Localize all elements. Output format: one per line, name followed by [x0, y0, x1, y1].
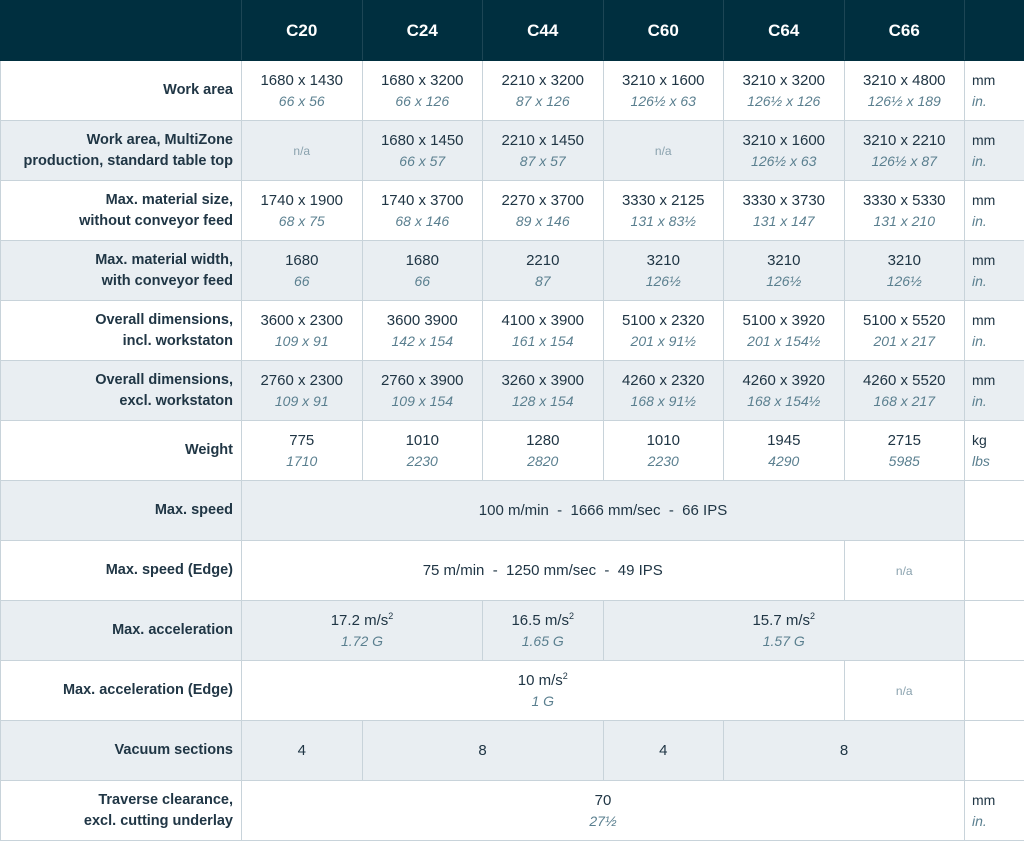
- row-max-acceleration: [1, 601, 1024, 661]
- unit-cell-empty: [965, 481, 1024, 541]
- value-cell: 1945 4290: [724, 421, 845, 481]
- row-max-material-size: [1, 181, 1024, 241]
- value-cell: 1280 2820: [483, 421, 604, 481]
- row-max-acceleration-edge: [1, 661, 1024, 721]
- value-cell: 3330 x 2125 131 x 83½: [603, 181, 724, 241]
- value-cell: 15.7 $m/s^2$ 1.57 G: [603, 601, 965, 661]
- header-corner: [1, 1, 242, 61]
- row-label: Overall dimensions, excl. workstaton: [1, 361, 242, 421]
- model-header: C66: [844, 1, 965, 61]
- value-cell: 4: [242, 721, 363, 781]
- row-traverse-clearance: [1, 781, 1024, 841]
- value-cell: 4260 x 2320 168 x 91½: [603, 361, 724, 421]
- value-cell: 8: [724, 721, 965, 781]
- value-cell: 4: [603, 721, 724, 781]
- row-weight: [1, 421, 1024, 481]
- value-cell: n/a: [242, 121, 363, 181]
- value-cell: 100 m/min - 1666 mm/sec - 66 IPS: [242, 481, 965, 541]
- unit-cell-empty: [965, 721, 1024, 781]
- value-cell: 1680 x 1450 66 x 57: [362, 121, 483, 181]
- value-cell: 3330 x 3730 131 x 147: [724, 181, 845, 241]
- value-cell: 2760 x 3900 109 x 154: [362, 361, 483, 421]
- value-cell: 5100 x 3920 201 x 154½: [724, 301, 845, 361]
- value-cell: 5100 x 5520 201 x 217: [844, 301, 965, 361]
- row-max-material-width: [1, 241, 1024, 301]
- row-label: Overall dimensions, incl. workstaton: [1, 301, 242, 361]
- value-cell: 3600 x 2300 109 x 91: [242, 301, 363, 361]
- value-cell: 5100 x 2320 201 x 91½: [603, 301, 724, 361]
- value-cell: 2760 x 2300 109 x 91: [242, 361, 363, 421]
- model-header: C24: [362, 1, 483, 61]
- value-cell: 3210 x 1600 126½ x 63: [724, 121, 845, 181]
- row-label: Work area, MultiZone production, standard table top: [1, 121, 242, 181]
- value-cell: 70 27½: [242, 781, 965, 841]
- value-cell: 4260 x 3920 168 x 154½: [724, 361, 845, 421]
- value-cell: 3600 3900 142 x 154: [362, 301, 483, 361]
- value-cell: 4260 x 5520 168 x 217: [844, 361, 965, 421]
- value-cell: 3210 126½: [603, 241, 724, 301]
- row-vacuum-sections: [1, 721, 1024, 781]
- unit-cell: mm in.: [965, 241, 1024, 301]
- header-row: [1, 1, 1024, 61]
- value-cell: 1680 66: [242, 241, 363, 301]
- value-cell: 3260 x 3900 128 x 154: [483, 361, 604, 421]
- unit-cell: mm in.: [965, 361, 1024, 421]
- value-cell: 2210 x 3200 87 x 126: [483, 61, 604, 121]
- row-label: Max. material width, with conveyor feed: [1, 241, 242, 301]
- value-cell: 2270 x 3700 89 x 146: [483, 181, 604, 241]
- value-cell: 2210 87: [483, 241, 604, 301]
- row-label: Vacuum sections: [1, 721, 242, 781]
- unit-header: [965, 1, 1024, 61]
- row-work-area: [1, 61, 1024, 121]
- value-cell: n/a: [844, 541, 965, 601]
- row-label: Max. speed: [1, 481, 242, 541]
- row-overall-excl: [1, 361, 1024, 421]
- value-cell: n/a: [603, 121, 724, 181]
- value-cell: 16.5 $m/s^2$ 1.65 G: [483, 601, 604, 661]
- unit-cell: kg lbs: [965, 421, 1024, 481]
- value-cell: 17.2 $m/s^2$ 1.72 G: [242, 601, 483, 661]
- unit-cell-empty: [965, 601, 1024, 661]
- unit-cell: mm in.: [965, 121, 1024, 181]
- value-cell: 3210 x 2210 126½ x 87: [844, 121, 965, 181]
- row-multizone: [1, 121, 1024, 181]
- value-cell: 75 m/min - 1250 mm/sec - 49 IPS: [242, 541, 845, 601]
- unit-cell: mm in.: [965, 61, 1024, 121]
- value-cell: 1010 2230: [603, 421, 724, 481]
- value-cell: 3330 x 5330 131 x 210: [844, 181, 965, 241]
- model-header: C60: [603, 1, 724, 61]
- model-header: C44: [483, 1, 604, 61]
- row-label: Max. speed (Edge): [1, 541, 242, 601]
- value-cell: 2210 x 1450 87 x 57: [483, 121, 604, 181]
- value-cell: 4100 x 3900 161 x 154: [483, 301, 604, 361]
- value-cell: 3210 x 4800 126½ x 189: [844, 61, 965, 121]
- value-cell: 1740 x 3700 68 x 146: [362, 181, 483, 241]
- value-cell: 3210 x 1600 126½ x 63: [603, 61, 724, 121]
- unit-cell: mm in.: [965, 781, 1024, 841]
- value-cell: 1680 66: [362, 241, 483, 301]
- value-cell: 3210 126½: [724, 241, 845, 301]
- value-cell: 1680 x 1430 66 x 56: [242, 61, 363, 121]
- row-overall-incl: [1, 301, 1024, 361]
- unit-cell: mm in.: [965, 301, 1024, 361]
- value-cell: 1010 2230: [362, 421, 483, 481]
- row-label: Max. acceleration (Edge): [1, 661, 242, 721]
- unit-cell-empty: [965, 541, 1024, 601]
- value-cell: 1680 x 3200 66 x 126: [362, 61, 483, 121]
- model-header: C64: [724, 1, 845, 61]
- row-max-speed-edge: [1, 541, 1024, 601]
- row-max-speed: [1, 481, 1024, 541]
- model-header: C20: [242, 1, 363, 61]
- row-label: Max. acceleration: [1, 601, 242, 661]
- row-label: Traverse clearance, excl. cutting underlay: [1, 781, 242, 841]
- value-cell: 10 $m/s^2$ 1 G: [242, 661, 845, 721]
- row-label: Max. material size, without conveyor feed: [1, 181, 242, 241]
- value-cell: 3210 x 3200 126½ x 126: [724, 61, 845, 121]
- row-label: Work area: [1, 61, 242, 121]
- value-cell: 3210 126½: [844, 241, 965, 301]
- value-cell: 8: [362, 721, 603, 781]
- row-label: Weight: [1, 421, 242, 481]
- value-cell: 2715 5985: [844, 421, 965, 481]
- unit-cell: mm in.: [965, 181, 1024, 241]
- value-cell: n/a: [844, 661, 965, 721]
- unit-cell-empty: [965, 661, 1024, 721]
- value-cell: 1740 x 1900 68 x 75: [242, 181, 363, 241]
- value-cell: 775 1710: [242, 421, 363, 481]
